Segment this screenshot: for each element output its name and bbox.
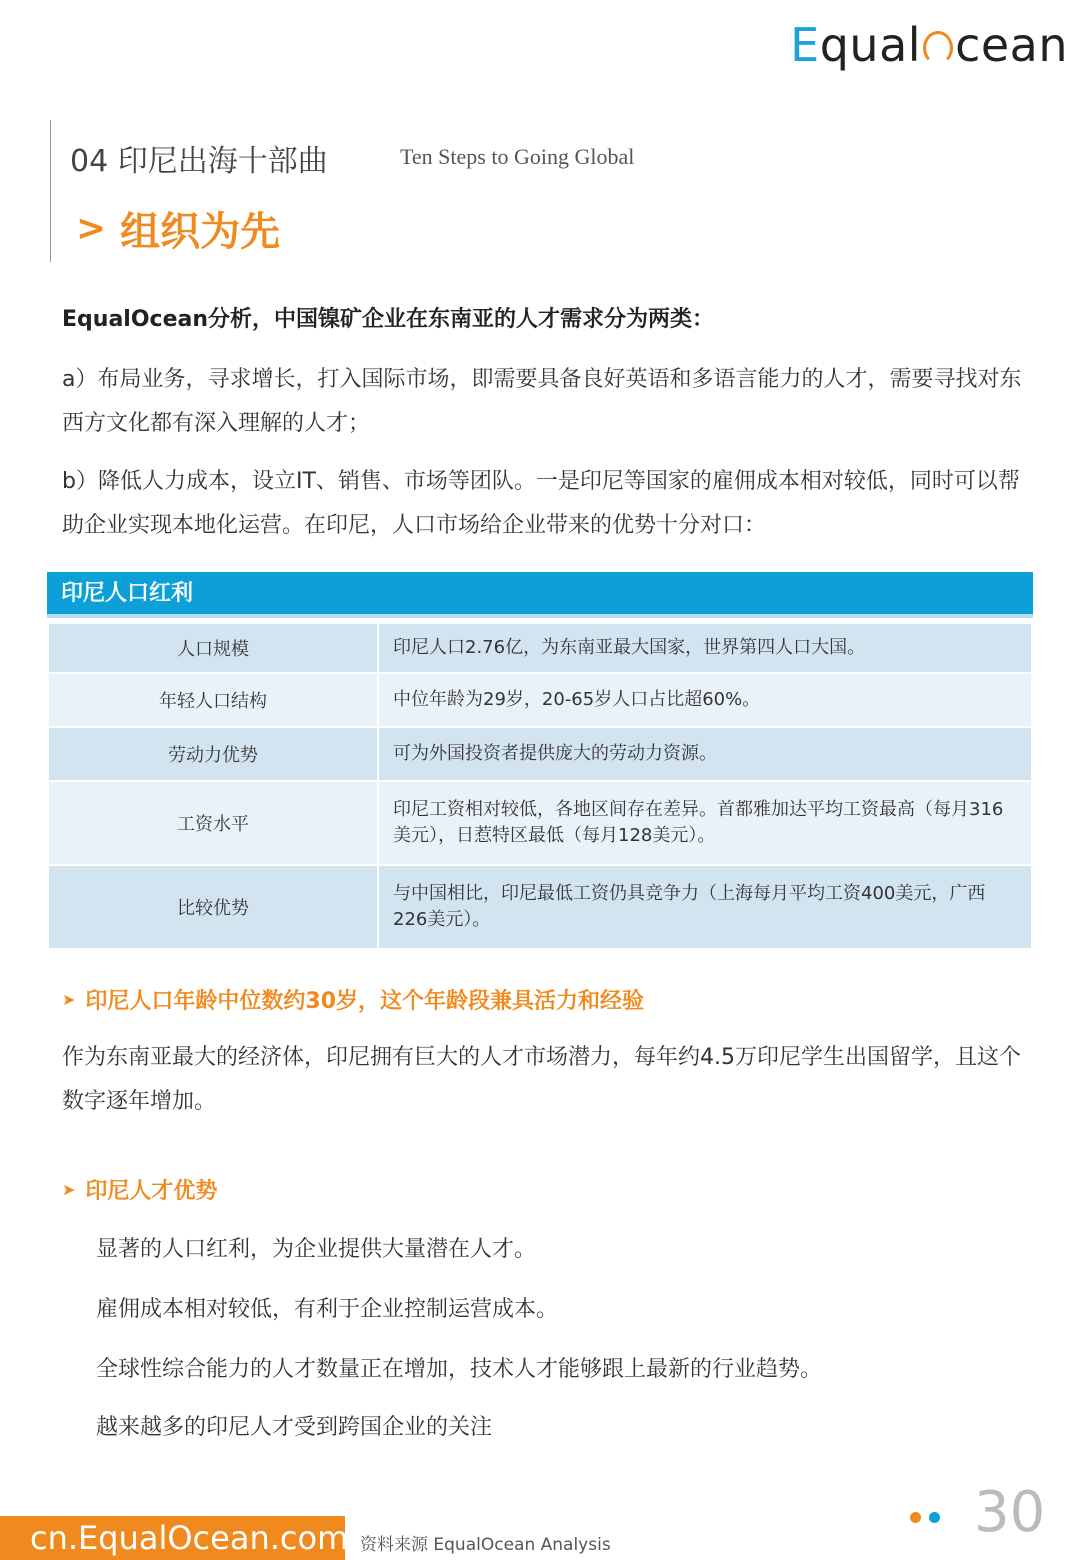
arrow-bullet-icon: ➤ [62, 990, 76, 1009]
subsection-heading-talent-advantages [62, 1174, 217, 1205]
table-key: 劳动力优势 [48, 727, 378, 781]
footer-site-link[interactable]: cn.EqualOcean.com [0, 1516, 345, 1560]
table-value: 印尼工资相对较低，各地区间存在差异。首都雅加达平均工资最高（每月316美元），日惹特区最低（每月128美元）。 [378, 781, 1032, 865]
section-english-title: Ten Steps to Going Global [400, 144, 635, 169]
section-divider-line [50, 120, 51, 262]
logo-e: E [790, 18, 820, 72]
source-note: 资料来源 EqualOcean Analysis [360, 1535, 611, 1555]
table-row [48, 865, 1032, 949]
table-row [48, 673, 1032, 727]
paragraph-economy: 作为东南亚最大的经济体，印尼拥有巨大的人才市场潜力，每年约4.5万印尼学生出国留学，且这个数字逐年增加。 [62, 1045, 1021, 1114]
table-value: 中位年龄为29岁，20-65岁人口占比超60%。 [378, 673, 1032, 727]
paragraph-a: a）布局业务，寻求增长，打入国际市场，即需要具备良好英语和多语言能力的人才，需要寻找对东西方文化都有深入理解的人才； [62, 367, 1022, 436]
page-number: 30 [974, 1480, 1046, 1545]
list-item: 显著的人口红利，为企业提供大量潜在人才。 [96, 1237, 537, 1262]
chevron-right-icon: > [76, 208, 107, 249]
table-row [48, 623, 1032, 673]
table-row [48, 781, 1032, 865]
table-body [47, 622, 1033, 950]
table-key: 比较优势 [48, 865, 378, 949]
section-number-title: 04 印尼出海十部曲 [70, 144, 328, 179]
logo-cean: cean [955, 18, 1068, 72]
paragraph-b: b）降低人力成本，设立IT、销售、市场等团队。一是印尼等国家的雇佣成本相对较低，同时可以帮助企业实现本地化运营。在印尼，人口市场给企业带来的优势十分对口： [62, 469, 1020, 538]
logo-qual: qual [819, 18, 922, 72]
intro-paragraph: EqualOcean分析，中国镍矿企业在东南亚的人才需求分为两类： [62, 307, 714, 332]
table-key: 人口规模 [48, 623, 378, 673]
list-item: 全球性综合能力的人才数量正在增加，技术人才能够跟上最新的行业趋势。 [96, 1357, 823, 1382]
equalocean-logo [790, 18, 1068, 72]
section-headline [76, 200, 280, 257]
arrow-bullet-icon: ➤ [62, 1180, 76, 1199]
logo-o-icon [923, 31, 953, 65]
table-key: 工资水平 [48, 781, 378, 865]
subsection-title: 印尼人口年龄中位数约30岁，这个年龄段兼具活力和经验 [85, 989, 645, 1014]
table-value: 印尼人口2.76亿，为东南亚最大国家，世界第四人口大国。 [378, 623, 1032, 673]
headline-text: 组织为先 [120, 209, 281, 255]
orange-dot-icon [910, 1512, 921, 1523]
table-title: 印尼人口红利 [47, 572, 1033, 618]
list-item: 越来越多的印尼人才受到跨国企业的关注 [96, 1415, 493, 1440]
demographic-dividend-table [47, 572, 1033, 950]
subsection-title: 印尼人才优势 [85, 1179, 218, 1204]
page-dots [910, 1508, 948, 1527]
table-key: 年轻人口结构 [48, 673, 378, 727]
table-row [48, 727, 1032, 781]
blue-dot-icon [929, 1512, 940, 1523]
table-value: 与中国相比，印尼最低工资仍具竞争力（上海每月平均工资400美元，广西226美元）。 [378, 865, 1032, 949]
subsection-heading-median-age [62, 984, 644, 1015]
list-item: 雇佣成本相对较低，有利于企业控制运营成本。 [96, 1297, 559, 1322]
table-value: 可为外国投资者提供庞大的劳动力资源。 [378, 727, 1032, 781]
